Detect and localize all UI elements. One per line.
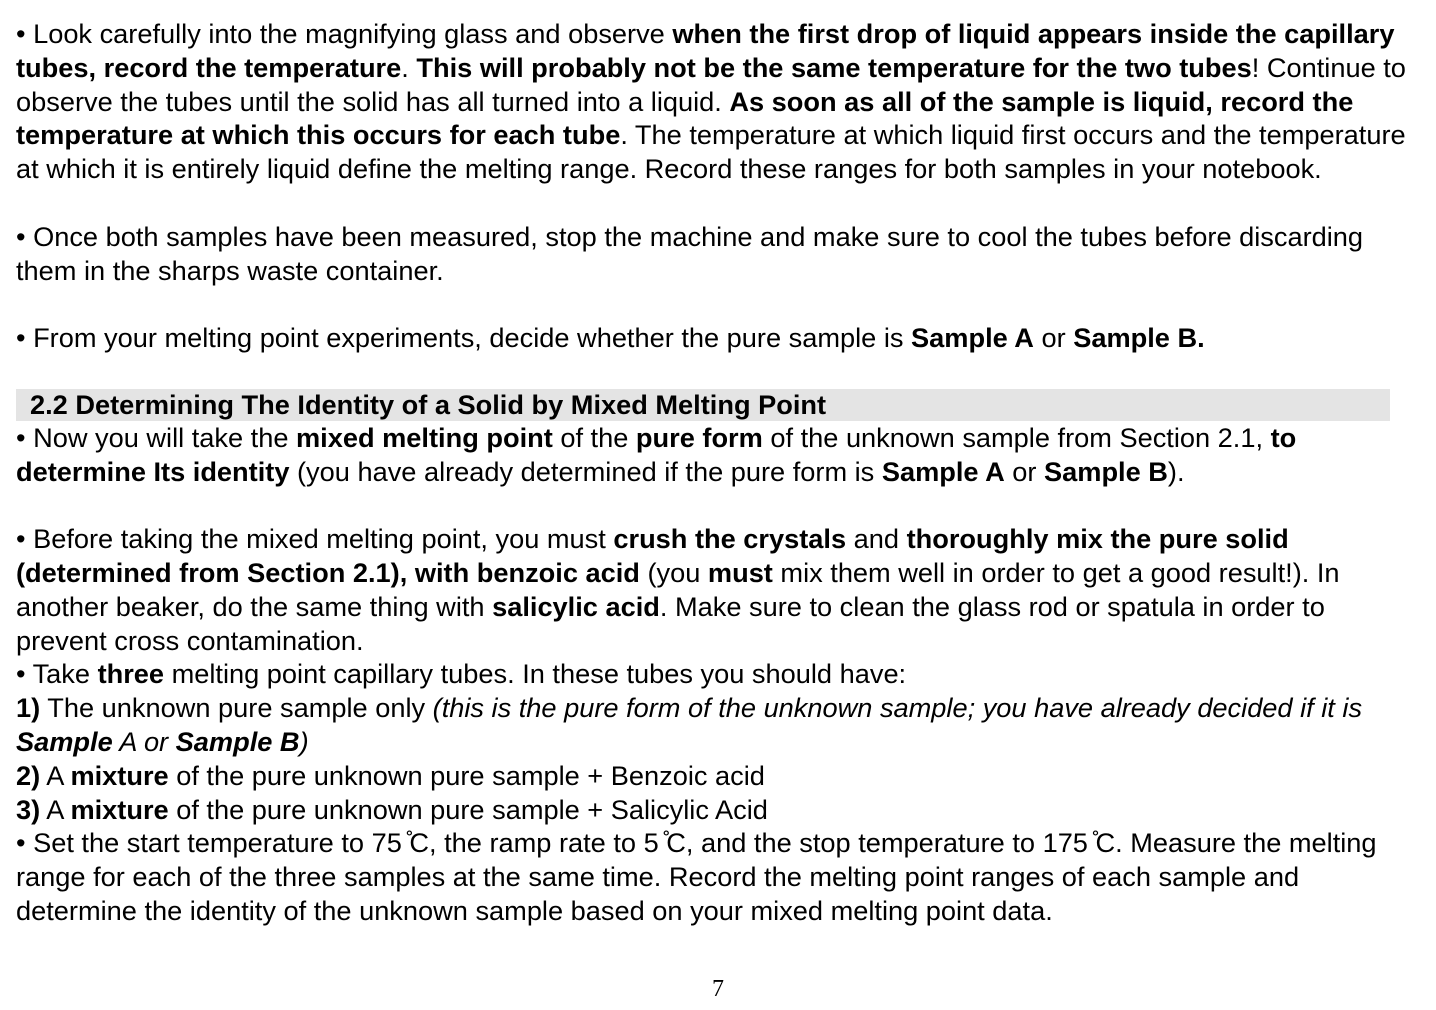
paragraph-mixed-melting-intro <box>16 421 1420 489</box>
bold-italic-text-run: Sample B <box>175 725 300 757</box>
text-run: of the unknown sample from Section 2.1, <box>762 421 1271 453</box>
paragraph-observe-melting <box>16 17 1420 186</box>
text-run: (you <box>639 556 708 588</box>
bold-text-run: mixture <box>70 793 169 825</box>
section-heading: 2.2 Determining The Identity of a Solid by Mixed Melting Point <box>16 389 1390 421</box>
bold-text-run: salicylic acid <box>492 590 660 622</box>
bold-text-run: mixed melting point <box>296 421 553 453</box>
bold-text-run: must <box>707 556 773 588</box>
list-number: 1) <box>16 692 41 724</box>
paragraph-spacer <box>16 355 1420 389</box>
paragraph-stop-machine: • Once both samples have been measured, stop the machine and make sure to cool the tubes before discarding them in the sharps waste container. <box>16 220 1364 286</box>
bold-text-run: three <box>97 658 165 690</box>
list-item-3 <box>16 793 1420 827</box>
text-run: . Make sure to clean the glass rod or spatula in order to prevent cross contamination. <box>16 590 1325 656</box>
italic-text-run: A or <box>112 725 176 757</box>
bold-text-run: Sample B. <box>1073 322 1205 354</box>
bold-text-run: Sample B <box>1044 455 1168 487</box>
page-number: 7 <box>712 976 724 1002</box>
paragraph-spacer <box>16 186 1420 220</box>
bold-text-run: crush the crystals <box>613 523 847 555</box>
text-run: or <box>1033 322 1074 354</box>
text-run: of the pure unknown pure sample + Benzoic acid <box>168 759 765 791</box>
text-run: melting point capillary tubes. In these tubes you should have: <box>164 658 907 690</box>
text-run: • Before taking the mixed melting point, you must <box>16 523 614 555</box>
bold-text-run: Sample A <box>911 322 1034 354</box>
bold-text-run: thoroughly mix the pure solid (determined from Section 2.1), with benzoic acid <box>16 523 1289 588</box>
text-run: • Look carefully into the magnifying glass and observe <box>16 18 673 49</box>
italic-text-run: (this is the pure form of the unknown sample; you have already decided if it is <box>432 692 1363 724</box>
text-run: of the pure unknown pure sample + Salicylic Acid <box>168 793 768 825</box>
text-run: ! Continue to observe the tubes until the solid has all turned into a liquid. <box>16 51 1406 117</box>
text-run: . <box>401 51 417 83</box>
text-run: . The temperature at which liquid first occurs and the temperature at which it is entirely liquid define the melting range. Record these ranges for both samples in your notebook. <box>16 119 1406 185</box>
text-run: ). <box>1167 455 1185 487</box>
paragraph-crush-crystals <box>16 522 1420 657</box>
paragraph-three-tubes <box>16 657 1420 691</box>
bold-text-run: pure form <box>635 421 763 453</box>
text-run: (you have already determined if the pure form is <box>289 455 882 487</box>
list-number: 2) <box>16 759 41 791</box>
list-item-2 <box>16 759 1420 793</box>
paragraph-spacer <box>16 287 1420 321</box>
bold-text-run: mixture <box>70 759 169 791</box>
list-number: 3) <box>16 793 41 825</box>
paragraph-set-temperature: • Set the start temperature to 75 ̊C, the ramp rate to 5 ̊C, and the stop temperature to 175 ̊C. Measure the melting range for each of the three samples at the same time. Record the melting point ranges of each sample and determine the identity of the unknown sample based on your mixed melting point data. <box>16 827 1377 926</box>
text-run: of the <box>552 421 636 453</box>
text-run: mix them well in order to get a good result!). In another beaker, do the same thing with <box>16 556 1340 622</box>
paragraph-decide-sample <box>16 321 1420 355</box>
bold-italic-text-run: Sample <box>16 725 113 757</box>
text-run: The unknown pure sample only <box>40 692 433 724</box>
bold-text-run: to determine Its identity <box>16 421 1297 487</box>
text-run: A <box>40 759 71 791</box>
text-run: or <box>1004 455 1045 487</box>
text-run: and <box>846 523 907 555</box>
bold-text-run: This will probably not be the same temperature for the two tubes <box>416 51 1252 83</box>
bold-text-run: As soon as all of the sample is liquid, record the temperature at which this occurs for each tube <box>16 85 1354 151</box>
text-run: • Now you will take the <box>16 421 296 453</box>
italic-text-run: ) <box>299 725 309 757</box>
text-run: • From your melting point experiments, decide whether the pure sample is <box>16 322 912 354</box>
text-run: A <box>40 793 71 825</box>
list-item-1 <box>16 691 1420 759</box>
text-run: • Take <box>16 658 98 690</box>
document-page <box>16 17 1420 928</box>
paragraph-spacer <box>16 488 1420 522</box>
bold-text-run: when the first drop of liquid appears inside the capillary tubes, record the temperature <box>16 18 1395 83</box>
bold-text-run: Sample A <box>881 455 1005 487</box>
